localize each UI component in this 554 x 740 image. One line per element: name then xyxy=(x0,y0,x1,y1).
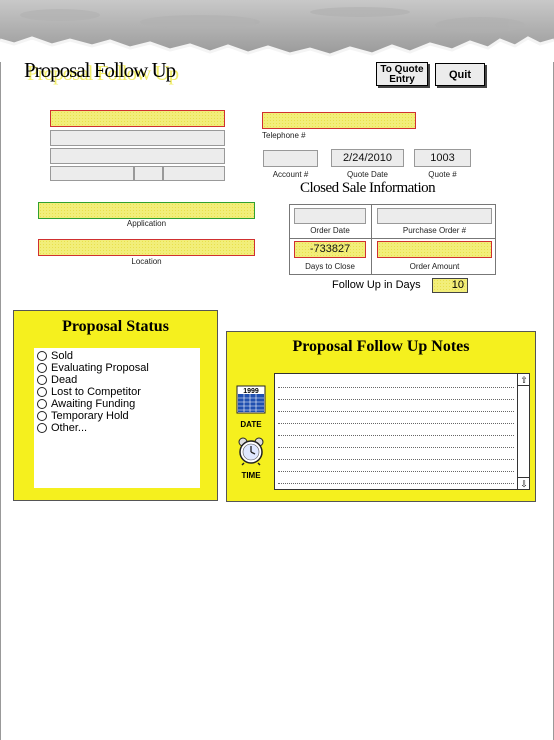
radio-icon xyxy=(37,423,47,433)
status-option-label: Sold xyxy=(51,350,74,362)
torn-paper-header xyxy=(0,0,554,62)
quote-number-field[interactable]: 1003 xyxy=(414,149,471,167)
notes-line xyxy=(278,448,514,460)
status-option-evaluating-proposal[interactable] xyxy=(37,362,200,374)
city-field[interactable] xyxy=(50,166,134,181)
notes-line xyxy=(278,376,514,388)
quote-date-field[interactable]: 2/24/2010 xyxy=(331,149,404,167)
date-stamp-button[interactable] xyxy=(236,385,268,428)
proposal-status-list xyxy=(34,348,200,488)
quote-date-label: Quote Date xyxy=(347,170,388,179)
zip-field[interactable] xyxy=(163,166,225,181)
purchase-order-label: Purchase Order # xyxy=(402,226,467,235)
status-option-label: Evaluating Proposal xyxy=(51,362,149,374)
notes-panel xyxy=(226,331,536,502)
notes-line xyxy=(278,436,514,448)
location-label: Location xyxy=(131,257,162,266)
order-amount-label: Order Amount xyxy=(409,262,460,271)
state-field[interactable] xyxy=(134,166,163,181)
status-option-label: Temporary Hold xyxy=(51,410,129,422)
application-field[interactable] xyxy=(38,202,255,219)
time-stamp-button[interactable] xyxy=(236,436,268,481)
quit-button[interactable]: Quit xyxy=(435,63,485,86)
radio-icon xyxy=(37,411,47,421)
notes-line xyxy=(278,424,514,436)
proposal-status-panel xyxy=(13,310,218,501)
scroll-up-arrow-icon[interactable]: ⇧ xyxy=(518,374,530,386)
days-to-close-label: Days to Close xyxy=(305,262,355,271)
account-number-field[interactable] xyxy=(263,150,318,167)
radio-icon xyxy=(37,375,47,385)
closed-sale-divider-h xyxy=(289,238,496,239)
order-date-field[interactable] xyxy=(294,208,366,224)
account-number-label: Account # xyxy=(272,170,309,179)
alarm-clock-icon xyxy=(236,436,266,466)
status-option-label: Awaiting Funding xyxy=(51,398,136,410)
notes-textarea[interactable] xyxy=(274,373,530,490)
order-date-label: Order Date xyxy=(310,226,350,235)
location-field[interactable] xyxy=(38,239,255,256)
follow-up-label: Follow Up in Days xyxy=(332,279,421,291)
scroll-down-arrow-icon[interactable]: ⇩ xyxy=(518,477,530,489)
to-quote-entry-label-line1: To Quote xyxy=(380,64,424,75)
notes-lines xyxy=(275,374,517,489)
radio-icon xyxy=(37,399,47,409)
notes-line xyxy=(278,460,514,472)
to-quote-entry-label-line2: Entry xyxy=(389,74,415,85)
page-border-left xyxy=(0,62,1,740)
follow-up-days-field[interactable]: 10 xyxy=(432,278,468,293)
radio-icon xyxy=(37,387,47,397)
closed-sale-divider-v xyxy=(371,204,372,275)
quote-number-label: Quote # xyxy=(428,170,457,179)
calendar-icon-year: 1999 xyxy=(243,388,259,395)
status-option-label: Dead xyxy=(51,374,78,386)
address-line-1-field[interactable] xyxy=(50,130,225,146)
status-option-sold[interactable] xyxy=(37,350,200,362)
proposal-status-title: Proposal Status xyxy=(62,318,169,335)
purchase-order-field[interactable] xyxy=(377,208,492,224)
radio-icon xyxy=(37,363,47,373)
status-option-lost-to-competitor[interactable] xyxy=(37,386,200,398)
notes-line xyxy=(278,472,514,484)
status-option-awaiting-funding[interactable] xyxy=(37,398,200,410)
telephone-label: Telephone # xyxy=(262,131,306,140)
notes-scrollbar[interactable] xyxy=(517,374,529,489)
notes-line xyxy=(278,412,514,424)
status-option-dead[interactable] xyxy=(37,374,200,386)
page-title: Proposal Follow Up xyxy=(24,58,176,82)
to-quote-entry-button[interactable] xyxy=(376,62,428,86)
calendar-icon xyxy=(236,385,266,415)
time-button-label: TIME xyxy=(241,471,261,480)
closed-sale-heading: Closed Sale Information xyxy=(300,180,436,196)
status-option-label: Other... xyxy=(51,422,88,434)
customer-name-field[interactable] xyxy=(50,110,225,127)
order-amount-field[interactable] xyxy=(377,241,492,258)
address-line-2-field[interactable] xyxy=(50,148,225,164)
application-label: Application xyxy=(126,219,167,228)
date-button-label: DATE xyxy=(240,420,262,429)
radio-icon xyxy=(37,351,47,361)
status-option-temporary-hold[interactable] xyxy=(37,410,200,422)
notes-title: Proposal Follow Up Notes xyxy=(292,338,470,355)
status-option-label: Lost to Competitor xyxy=(51,386,141,398)
status-option-other[interactable] xyxy=(37,422,200,434)
notes-line xyxy=(278,400,514,412)
days-to-close-field[interactable]: -733827 xyxy=(294,241,366,258)
notes-line xyxy=(278,388,514,400)
telephone-field[interactable] xyxy=(262,112,416,129)
